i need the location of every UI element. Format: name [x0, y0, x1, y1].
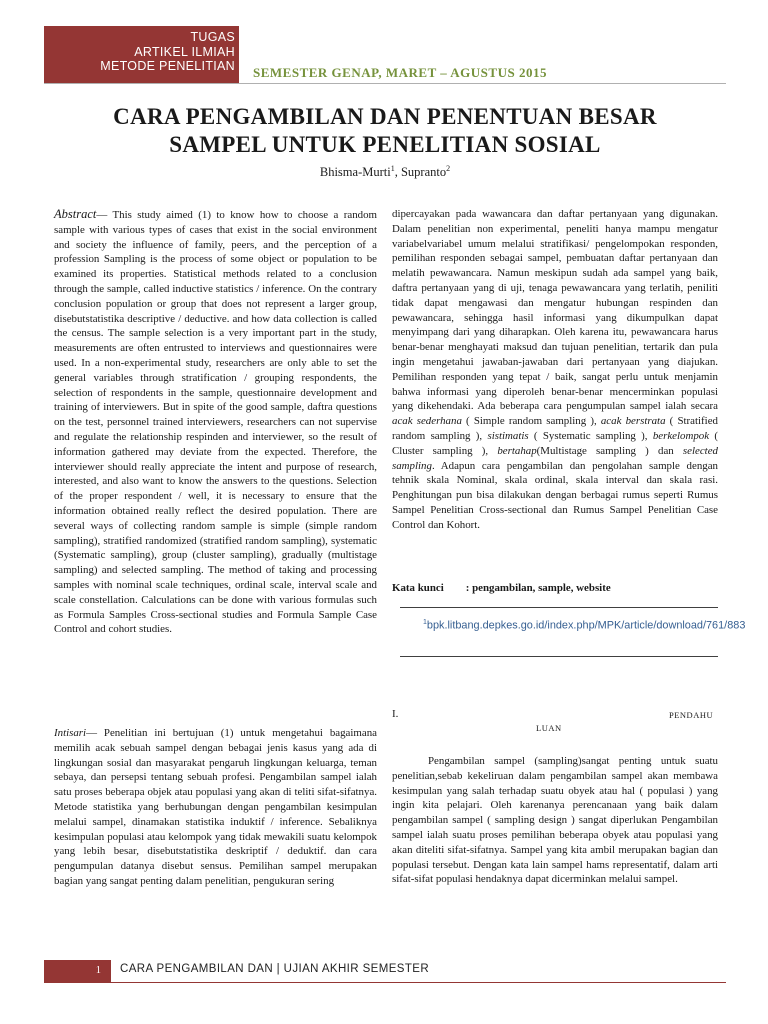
- intisari-continuation: [392, 207, 718, 533]
- right-text-5: ( Cluster sampling ),: [392, 429, 718, 457]
- header-semester: SEMESTER GENAP, MARET – AGUSTUS 2015: [253, 65, 547, 80]
- intisari-lead: Intisari: [54, 727, 87, 739]
- footer-running-title: CARA PENGAMBILAN DAN | UJIAN AKHIR SEMESTER: [120, 963, 430, 975]
- term-selected-sampling: selected sampling: [392, 444, 718, 472]
- right-text-6: (Multistage sampling ) dan: [536, 444, 683, 457]
- header-box-line3: METODE PENELITIAN: [100, 59, 235, 73]
- intisari-dash: —: [86, 727, 104, 739]
- author-2: Supranto: [400, 165, 447, 180]
- keywords: [392, 582, 611, 594]
- right-text-2: ( Simple random sampling ),: [461, 415, 601, 428]
- paper-title: [44, 103, 726, 159]
- intisari-body: Penelitian ini bertujuan (1) untuk mengetahui bagaimana memilih acak sebuah sampel dengan bebagai jenis kasus yang ada di lingkungan sosial dan masyarakat pengaruh lingkungan keluarga, teman sebaya, dan persepsi tentang sebuah profesi. Pengambilan sampel ialah satu proses beberapa objek atau populasi yang akan di teliti sifat-sifatnya. Metode statistika yang berhubungan dengan pengambilan kesimpulan melalui sampel, dinamakan statistika induktif / inference. Sebaliknya kesimpulan populasi atau kelompok yang tidak mewakili suatu kelompok yang lebih besar, disebutstatistika deskriptif / deduktif. dan cara pengumpulan datanya disebut sensus. Pemilihan sampel merupakan bagian yang sangat penting dalam penelitian, pengukuran sering: [54, 727, 377, 887]
- abstract: [54, 207, 377, 637]
- section-title-part2: LUAN: [536, 723, 562, 733]
- right-text-3: ( Stratified random sampling ),: [392, 415, 718, 442]
- keywords-label: Kata kunci: [392, 582, 444, 594]
- keywords-value: : pengambilan, sample, website: [465, 582, 611, 594]
- right-text-1: dipercayakan pada wawancara dan daftar pertanyaan yang digunakan. Dalam penelitian non experimental, peneliti hanya mampu mengatur variabelvariabel umum melalui stratifikasi/ pengelompokan responden, pemilihan responden sebagai sampel, pembuatan daftar pertanyaan dan melatih pewawancara. Namun meskipun sudah ada sampel yang baik, daftra pertanyaan yang di uji, tenaga pewawancara yang terlatih, peniliti tidak dapat mengawasi dan mengatur hubungan respinden dan pewawancara, sehingga hasil informasi yang dikumpulkan dapat menyimpang dari yang diharapkan. Oleh karena itu, pewawancara harus benar-benar menghayati maksud dan tujuan penelitian, tertarik dan pula ingin mengetahui jawaban-jawaban dari pertanyaan yang diajukan. Pemilihan responden yang tepat / baik, sangat perlu untuk menjamin bahwa informasi yang diperoleh benar-benar mencerminkan populasi yang dikehendaki. Ada beberapa cara pengumpulan sampel ialah secara: [392, 208, 718, 413]
- footnote: [423, 614, 746, 635]
- footnote-rule-top: [400, 607, 718, 608]
- abstract-lead: Abstract: [54, 207, 97, 221]
- paper-title-line1: CARA PENGAMBILAN DAN PENENTUAN BESAR: [113, 104, 657, 129]
- abstract-body: This study aimed (1) to know how to choose a random sample with various types of cases that exist in the social environment and society the influence of family, peers, and the perception of a profession Sampling is the process of some object or population to be examined its properties. Statistical methods related to a conclusion through the sample, called inductive statistics / inference. On the contrary conclusion population or group that does not represent a larger group, disebutstatistika descriptive / deductive. and how data collection is called the census. The sample selection is a very important part in the study, measurements are often entrusted to interviews and questionnaires were used. In a non-experimental study, researchers are only able to set the general variables through stratification / grouping respondents, the selection of respondents in the sample, questionnaire development and training of interviewers. But in spite of the good sample, daftra questions on the test, personnel trained interviewers, researchers can not supervise and regulate the relationship respinden and interviewer, so the result of information gathered may deviate from the expected. Therefore, the interviewer should really appreciate the intent and purpose of research, interested, and also want to know the answers to the questions. Selection of the proper respondent / well, it is necessary to ensure that the information obtained really reflect the desired population. There are several ways of collecting random sample is simple (simple random sampling), stratified randomized (stratified random sampling), systematic (Systematic sampling), group (cluster sampling), gradually (multistage sampling) and selected sampling. The method of taking and processing samples with nominal scale techniques, ordinal scale, interval scale and scale constellation. Calculations can be done with various formulas such as Formula Samples Cross-sectional studies and Formula Sample Case Control and cohort studies.: [54, 209, 377, 636]
- footer-divider: [44, 982, 726, 983]
- header-box-line1: TUGAS: [190, 30, 235, 44]
- term-acak-berstrata: acak berstrata: [600, 415, 666, 428]
- term-berkelompok: berkelompok: [652, 429, 710, 442]
- header-box-line2: ARTIKEL ILMIAH: [134, 44, 235, 59]
- footer-page-number: 1: [95, 965, 101, 976]
- footnote-link[interactable]: bpk.litbang.depkes.go.id/index.php/MPK/article/download/761/883: [426, 619, 746, 632]
- term-sistimatis: sistimatis: [487, 429, 529, 442]
- footnote-marker: 1: [423, 619, 427, 626]
- term-bertahap: bertahap: [497, 444, 537, 457]
- author-separator: ,: [394, 165, 401, 180]
- paper-authors: [44, 164, 726, 180]
- abstract-dash: —: [96, 209, 113, 221]
- right-text-4: ( Systematic sampling ),: [528, 429, 653, 442]
- header-divider: [44, 83, 726, 84]
- intisari: [54, 726, 377, 889]
- right-text-7: . Adapun cara pengambilan dan pengolahan sample dengan tehnik skala Nominal, skala ordinal, skala interval dan skala rasi. Penghitungan pun bisa dilakukan dengan berbagai rumus seperti Rumus Sampel Penelitian Cross-sectional dan Rumus Sampel Penelitian Case Control dan Kohort.: [392, 459, 718, 531]
- paper-title-line2: SAMPEL UNTUK PENELITIAN SOSIAL: [169, 132, 601, 157]
- introduction-body: [392, 754, 718, 887]
- section-title-part1: PENDAHU: [669, 710, 714, 720]
- introduction-paragraph: Pengambilan sampel (sampling)sangat penting untuk suatu penelitian,sebab kekeliruan dalam pengambilan sampel akan membawa kesimpulan yang salah terhadap suatu obyek atau hal ( populasi ) yang ingin kita pelajari. Oleh karenanya perencanaan yang baik dalam pengambilan sampel ( sampling design ) sangat diperlukan Pengambilan sampel ialah suatu proses pemilihan beberapa obyek atau populasi yang akan diteliti sifat-sifatnya. Sampel yang kita ambil merupakan bagian dan populasi tersebut. Dengan kata lain sampel hams representatif, dalam arti sifat-sifat populasi hendaknya dapat dicerminkan melalui sampel.: [392, 755, 718, 886]
- author-1: Bhisma-Murti: [319, 165, 391, 180]
- author-2-affiliation: 2: [446, 164, 451, 173]
- header-box: [44, 26, 239, 83]
- author-1-affiliation: 1: [390, 164, 395, 173]
- footnote-rule-bottom: [400, 656, 718, 657]
- section-number: I.: [392, 708, 399, 720]
- term-acak-sederhana: acak sederhana: [392, 415, 462, 428]
